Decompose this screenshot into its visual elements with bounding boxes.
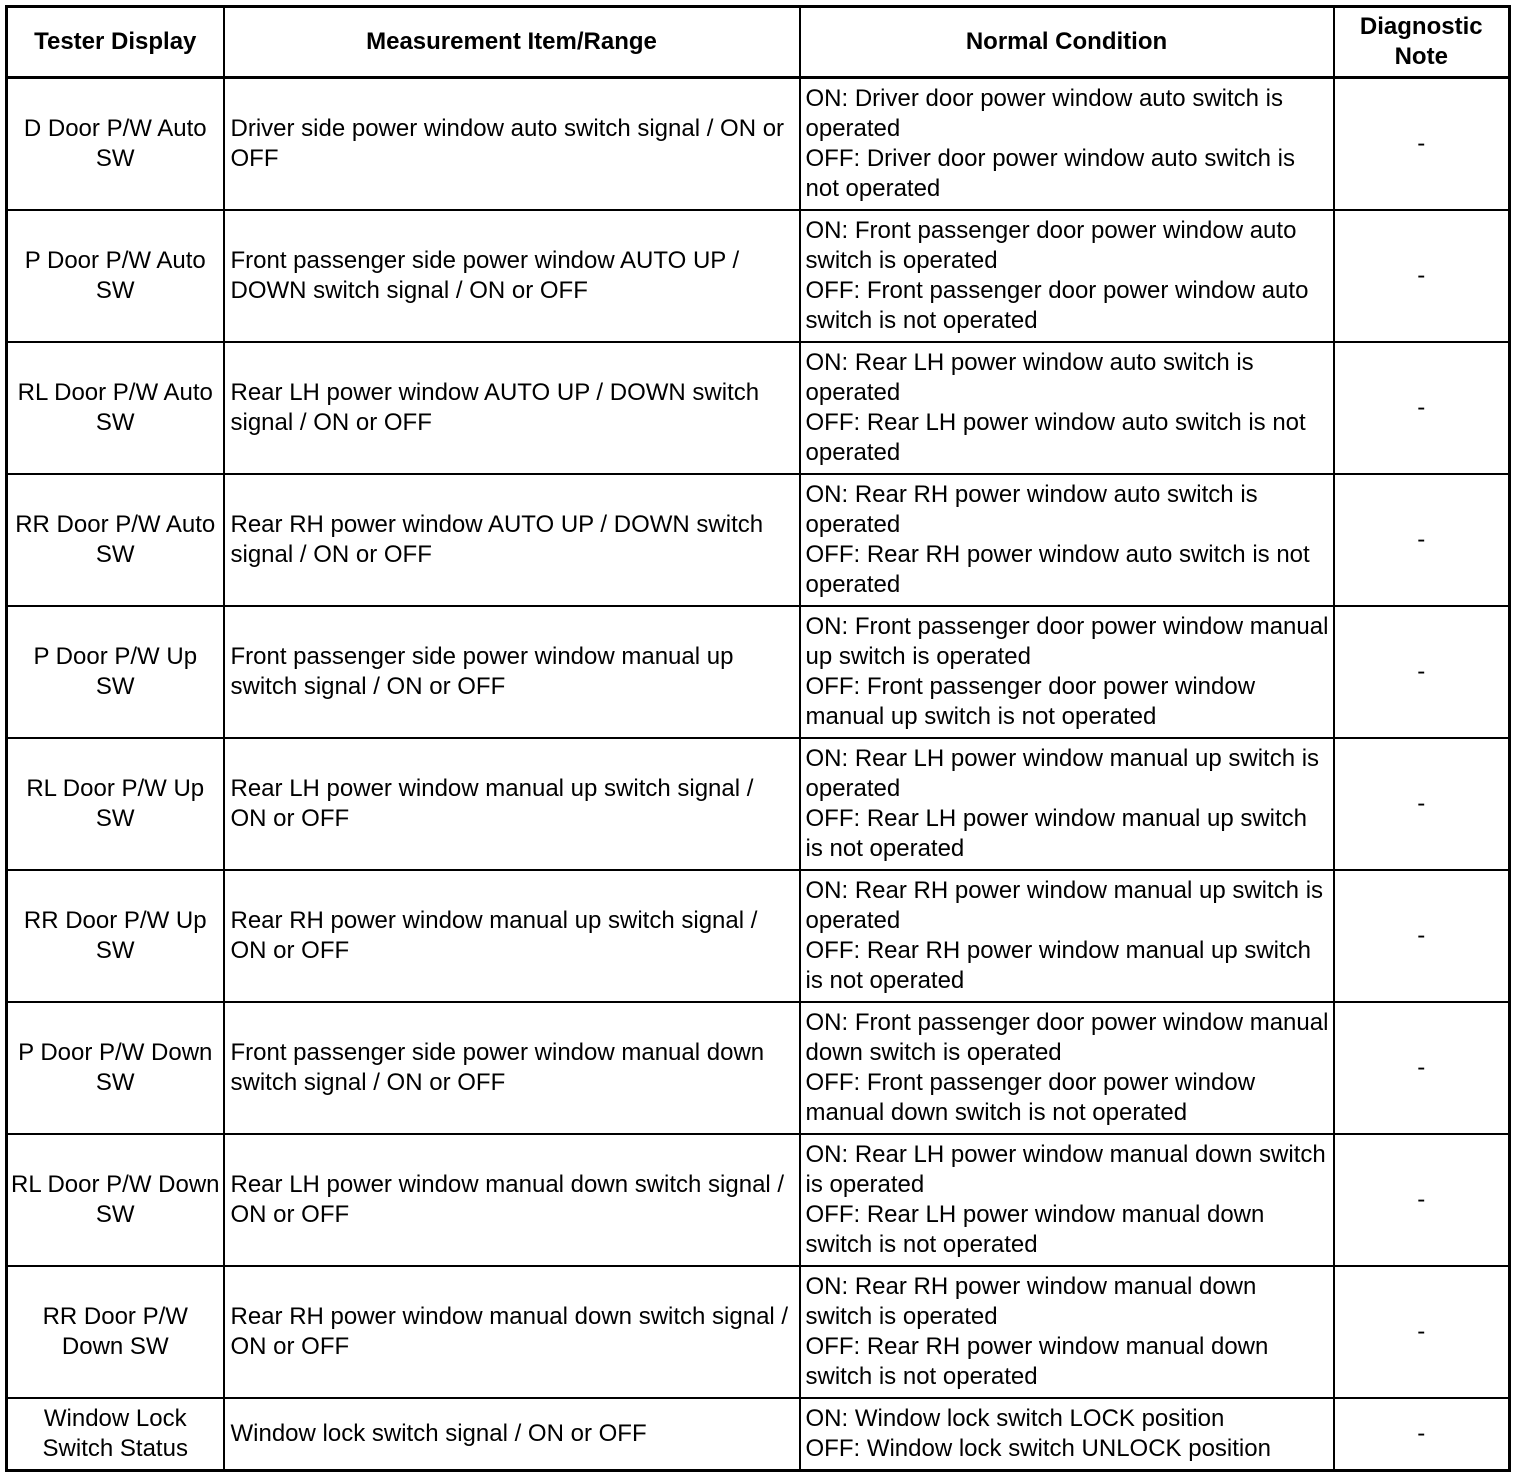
measurement-item-cell: Window lock switch signal / ON or OFF (224, 1398, 800, 1471)
table-row (7, 78, 1510, 211)
normal-condition-cell (800, 474, 1334, 606)
off-condition: OFF: Rear LH power window auto switch is not operated (805, 409, 1306, 466)
on-condition: ON: Front passenger door power window manual up switch is operated (805, 613, 1329, 670)
measurement-item-cell: Rear LH power window manual up switch signal / ON or OFF (224, 738, 800, 870)
diagnostic-note-cell: - (1334, 738, 1510, 870)
on-condition: ON: Rear LH power window auto switch is operated (805, 349, 1254, 406)
off-condition: OFF: Front passenger door power window manual down switch is not operated (805, 1069, 1256, 1126)
normal-condition-cell (800, 606, 1334, 738)
on-condition: ON: Rear LH power window manual down switch is operated (805, 1141, 1326, 1198)
tester-display-cell: RL Door P/W Up SW (7, 738, 224, 870)
table-row (7, 1398, 1510, 1471)
normal-condition-cell (800, 1134, 1334, 1266)
diagnostic-note-cell: - (1334, 1002, 1510, 1134)
off-condition: OFF: Driver door power window auto switch is not operated (805, 145, 1295, 202)
tester-display-cell: RR Door P/W Up SW (7, 870, 224, 1002)
measurement-item-cell: Front passenger side power window AUTO UP / DOWN switch signal / ON or OFF (224, 210, 800, 342)
table-row (7, 474, 1510, 606)
tester-display-cell: P Door P/W Up SW (7, 606, 224, 738)
measurement-item-cell: Rear LH power window AUTO UP / DOWN switch signal / ON or OFF (224, 342, 800, 474)
on-condition: ON: Rear RH power window manual up switch is operated (805, 877, 1324, 934)
diagnostic-note-cell: - (1334, 606, 1510, 738)
normal-condition-cell (800, 342, 1334, 474)
diagnostic-note-cell: - (1334, 1134, 1510, 1266)
table-header-row (7, 7, 1510, 78)
off-condition: OFF: Front passenger door power window manual up switch is not operated (805, 673, 1256, 730)
table-row (7, 1266, 1510, 1398)
off-condition: OFF: Front passenger door power window auto switch is not operated (805, 277, 1309, 334)
table-row (7, 1134, 1510, 1266)
off-condition: OFF: Window lock switch UNLOCK position (805, 1435, 1271, 1462)
tester-display-cell: RL Door P/W Down SW (7, 1134, 224, 1266)
on-condition: ON: Rear RH power window manual down switch is operated (805, 1273, 1257, 1330)
table-row (7, 606, 1510, 738)
tester-display-cell: RR Door P/W Auto SW (7, 474, 224, 606)
normal-condition-cell (800, 210, 1334, 342)
header-measurement-item: Measurement Item/Range (224, 7, 800, 78)
measurement-item-cell: Front passenger side power window manual down switch signal / ON or OFF (224, 1002, 800, 1134)
header-normal-condition: Normal Condition (800, 7, 1334, 78)
tester-display-cell: RL Door P/W Auto SW (7, 342, 224, 474)
diagnostic-data-table (5, 5, 1511, 1472)
off-condition: OFF: Rear RH power window manual down switch is not operated (805, 1333, 1269, 1390)
table-row (7, 210, 1510, 342)
table-row (7, 738, 1510, 870)
normal-condition-cell (800, 870, 1334, 1002)
measurement-item-cell: Rear RH power window AUTO UP / DOWN switch signal / ON or OFF (224, 474, 800, 606)
on-condition: ON: Window lock switch LOCK position (805, 1405, 1225, 1432)
on-condition: ON: Rear RH power window auto switch is operated (805, 481, 1258, 538)
normal-condition-cell (800, 78, 1334, 211)
tester-display-cell: P Door P/W Auto SW (7, 210, 224, 342)
on-condition: ON: Rear LH power window manual up switch is operated (805, 745, 1320, 802)
diagnostic-note-cell: - (1334, 210, 1510, 342)
off-condition: OFF: Rear RH power window auto switch is not operated (805, 541, 1310, 598)
off-condition: OFF: Rear RH power window manual up switch is not operated (805, 937, 1312, 994)
on-condition: ON: Driver door power window auto switch is operated (805, 85, 1284, 142)
measurement-item-cell: Rear LH power window manual down switch signal / ON or OFF (224, 1134, 800, 1266)
measurement-item-cell: Front passenger side power window manual up switch signal / ON or OFF (224, 606, 800, 738)
tester-display-cell: P Door P/W Down SW (7, 1002, 224, 1134)
off-condition: OFF: Rear LH power window manual down switch is not operated (805, 1201, 1265, 1258)
table-row (7, 342, 1510, 474)
diagnostic-note-cell: - (1334, 1266, 1510, 1398)
diagnostic-note-cell: - (1334, 78, 1510, 211)
on-condition: ON: Front passenger door power window manual down switch is operated (805, 1009, 1329, 1066)
measurement-item-cell: Rear RH power window manual up switch signal / ON or OFF (224, 870, 800, 1002)
diagnostic-note-cell: - (1334, 1398, 1510, 1471)
header-tester-display: Tester Display (7, 7, 224, 78)
on-condition: ON: Front passenger door power window auto switch is operated (805, 217, 1297, 274)
normal-condition-cell (800, 1266, 1334, 1398)
header-diagnostic-note: Diagnostic Note (1334, 7, 1510, 78)
measurement-item-cell: Rear RH power window manual down switch signal / ON or OFF (224, 1266, 800, 1398)
measurement-item-cell: Driver side power window auto switch signal / ON or OFF (224, 78, 800, 211)
tester-display-cell: RR Door P/W Down SW (7, 1266, 224, 1398)
off-condition: OFF: Rear LH power window manual up switch is not operated (805, 805, 1308, 862)
diagnostic-note-cell: - (1334, 474, 1510, 606)
diagnostic-note-cell: - (1334, 870, 1510, 1002)
diagnostic-note-cell: - (1334, 342, 1510, 474)
tester-display-cell: D Door P/W Auto SW (7, 78, 224, 211)
table-row (7, 1002, 1510, 1134)
table-row (7, 870, 1510, 1002)
normal-condition-cell (800, 738, 1334, 870)
normal-condition-cell (800, 1398, 1334, 1471)
normal-condition-cell (800, 1002, 1334, 1134)
tester-display-cell: Window Lock Switch Status (7, 1398, 224, 1471)
